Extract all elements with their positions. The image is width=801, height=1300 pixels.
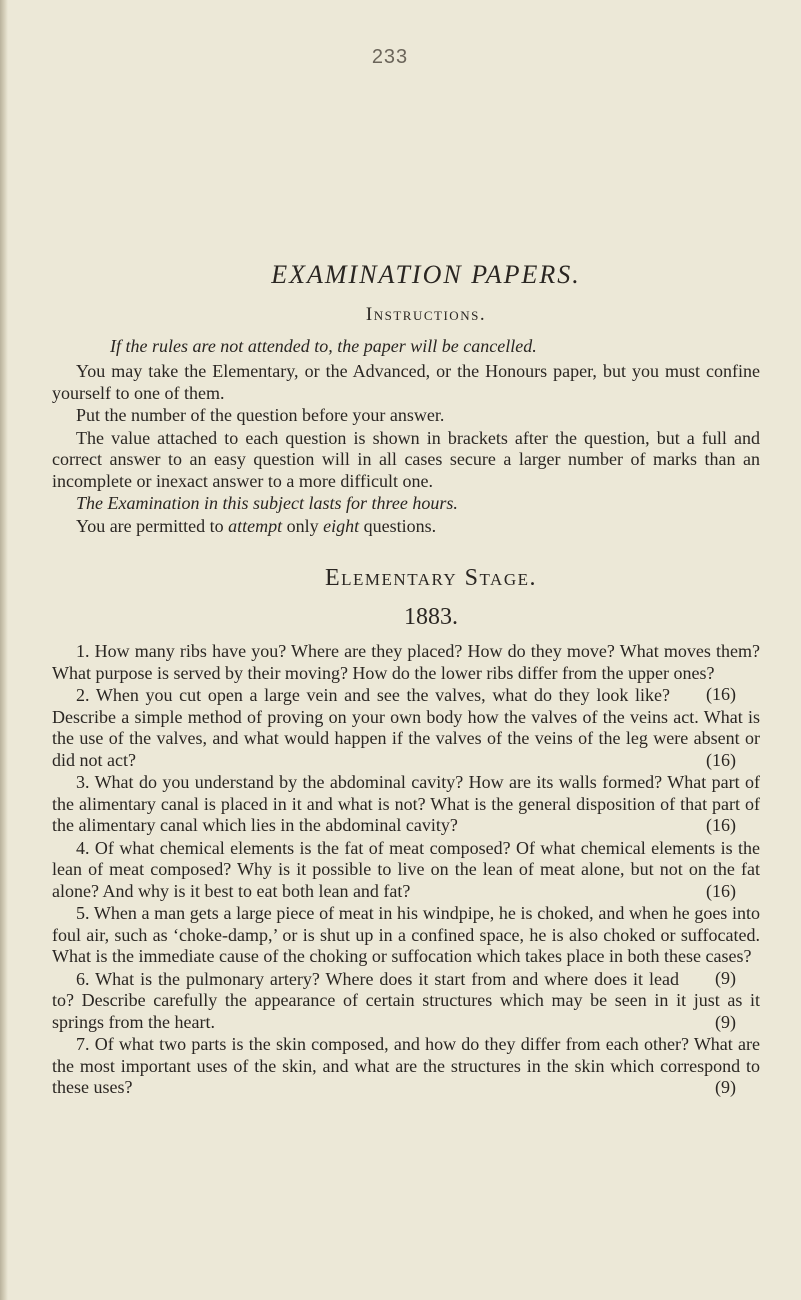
question-text: 5. When a man gets a large piece of meat in his windpipe, he is choked, and when he goes into foul air, such as ‘choke-damp,’ or is shut up in a confined space, he is also choked or suffocated. What is the immediate cause of the choking or suffocation which takes place in both these cases? <box>52 903 760 966</box>
page-content <box>52 260 760 1100</box>
question-text: 4. Of what chemical elements is the fat of meat composed? Of what chemical elements is the lean of meat composed? Why is it possible to live on the lean of meat alone, but not on the fat alone? And why is it best to eat both lean and fat? <box>52 837 760 901</box>
question-3 <box>52 772 760 837</box>
question-text: 6. What is the pulmonary artery? Where does it start from and where does it lead to? Describe carefully the appearance of certain structures which may be seen in it just as it springs from the heart. <box>52 968 760 1032</box>
exam-duration: The Examination in this subject lasts for three hours. <box>76 493 458 513</box>
attempt-instruction <box>52 516 760 537</box>
question-marks: (9) <box>715 967 736 988</box>
question-text: 1. How many ribs have you? Where are they placed? How do they move? What moves them? What purpose is served by their moving? How do the lower ribs differ from the upper ones? <box>52 641 760 683</box>
question-text: 3. What do you understand by the abdominal cavity? How are its walls formed? What part of the alimentary canal is placed in it and what is not? What is the general disposition of that part of the alimentary canal which lies in the abdominal cavity? <box>52 772 760 835</box>
question-text: 7. Of what two parts is the skin composed, and how do they differ from each other? What are the most important uses of the skin, and what are the structures in the skin which correspond to these uses? <box>52 1034 760 1097</box>
instruction-paragraph-1: You may take the Elementary, or the Advanced, or the Honours paper, but you must confine yourself to one of them. <box>52 361 760 403</box>
instruction-paragraph-2: Put the number of the question before your answer. <box>76 405 445 425</box>
question-text: 2. When you cut open a large vein and see the valves, what do they look like? Describe a simple method of proving on your own body how the valves of the veins act. What is the use of the valves, and what would happen if the valves of the veins of the leg were absent or did not act? <box>52 685 760 770</box>
question-marks: (16) <box>706 880 736 901</box>
instruction-paragraph-3: The value attached to each question is shown in brackets after the question, but a full and correct answer to an easy question will in all cases secure a larger number of marks than an incomplete or inexact answer to a more difficult one. <box>52 427 760 491</box>
question-2 <box>52 685 760 771</box>
attempt-text-middle: only <box>282 516 324 536</box>
question-marks: (16) <box>706 684 736 704</box>
page-title: EXAMINATION PAPERS. <box>271 260 581 289</box>
page-number: 233 <box>371 46 409 68</box>
instructions-lead: If the rules are not attended to, the paper will be cancelled. <box>110 336 537 356</box>
question-6 <box>52 969 760 1034</box>
question-list <box>52 641 760 1099</box>
attempt-text-before: You are permitted to <box>76 516 229 536</box>
question-marks: (16) <box>706 749 736 770</box>
attempt-text-after: questions. <box>359 516 437 536</box>
instructions-heading: Instructions. <box>365 304 487 325</box>
attempt-word: attempt <box>228 516 283 536</box>
eight-word: eight <box>323 516 360 536</box>
exam-year: 1883. <box>404 604 458 630</box>
question-1 <box>52 641 760 704</box>
question-marks: (9) <box>715 1077 736 1097</box>
question-5 <box>52 903 760 988</box>
question-marks: (9) <box>715 1011 736 1032</box>
question-marks: (16) <box>706 815 736 835</box>
question-7 <box>52 1034 760 1099</box>
question-4 <box>52 838 760 903</box>
page-left-edge <box>0 0 8 1300</box>
stage-heading: Elementary Stage. <box>325 565 537 591</box>
